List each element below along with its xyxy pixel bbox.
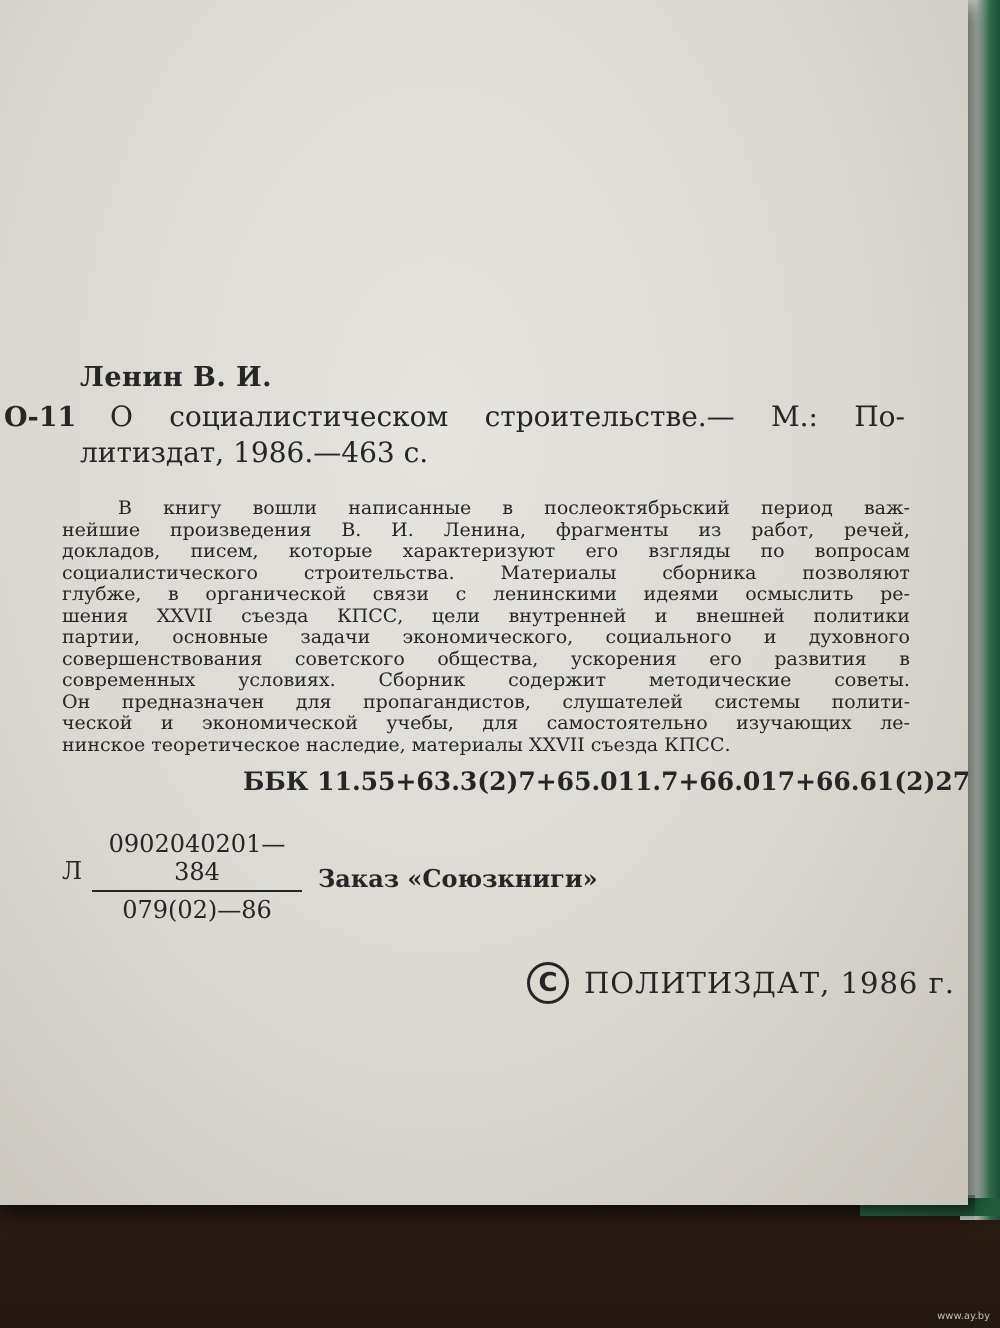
- annotation-word: ле-: [880, 712, 910, 734]
- annotation-word: развития: [774, 647, 867, 670]
- annotation-word: сборника: [662, 561, 757, 584]
- annotation-word: фрагменты: [555, 518, 669, 541]
- annotation-word: и: [763, 626, 777, 648]
- annotation-line: [62, 498, 910, 520]
- annotation-word: шения: [62, 604, 129, 627]
- annotation-word: период: [760, 497, 833, 519]
- annotation-word: его: [709, 647, 742, 670]
- annotation-word: XXVII: [156, 604, 213, 627]
- annotation-word: партии,: [62, 626, 141, 648]
- annotation-line: [62, 563, 910, 585]
- annotation-word: вошли: [252, 497, 318, 519]
- annotation-word: социалистического: [62, 561, 258, 584]
- annotation-word: Материалы: [500, 561, 617, 584]
- annotation-line: [62, 584, 910, 606]
- annotation-word: по: [760, 540, 785, 562]
- annotation-word: полити-: [831, 690, 910, 713]
- annotation-word: изучающих: [736, 712, 852, 734]
- annotation-word: политики: [813, 604, 910, 627]
- annotation-word: работ,: [751, 518, 815, 541]
- annotation-word: И.: [391, 518, 414, 541]
- annotation-line: [62, 692, 910, 714]
- annotation-word: советы.: [834, 669, 910, 691]
- annotation-word: органической: [205, 583, 347, 605]
- annotation-line: [62, 606, 910, 628]
- index-denominator: 079(02)—86: [122, 896, 272, 924]
- title-word: М.:: [770, 400, 818, 433]
- title-word: строительстве.—: [484, 400, 735, 433]
- annotation-word: экономического,: [402, 626, 574, 648]
- annotation-line: [62, 627, 910, 649]
- annotation-word: Сборник: [378, 669, 466, 691]
- annotation-word: экономической: [201, 712, 358, 734]
- annotation-word: внутренней: [508, 604, 627, 627]
- annotation-line: [62, 520, 910, 542]
- order-text: Заказ «Союзкниги»: [318, 864, 598, 893]
- annotation-word: совершенствования: [62, 647, 263, 670]
- annotation-word: условиях.: [238, 669, 336, 691]
- annotation-word: современных: [62, 669, 196, 691]
- annotation-word: послеоктябрьский: [544, 497, 730, 519]
- annotation-line: нинское теоретическое наследие, материалы XXVII съезда КПСС.: [62, 733, 731, 756]
- annotation-word: идеями: [643, 583, 719, 605]
- annotation-word: духовного: [808, 626, 910, 648]
- annotation-word: методические: [648, 669, 792, 691]
- annotation-word: системы: [714, 690, 801, 713]
- copyright-icon: C: [527, 962, 569, 1004]
- index-numerator: 0902040201—384: [92, 830, 302, 892]
- annotation-word: писем,: [190, 540, 259, 562]
- annotation-word: для: [482, 712, 519, 734]
- annotation-word: Ленина,: [443, 518, 527, 541]
- annotation-word: позволяют: [802, 561, 910, 584]
- annotation-word: в: [168, 583, 179, 605]
- annotation-word: ре-: [880, 583, 910, 605]
- annotation-word: ленинскими: [492, 583, 617, 605]
- annotation-paragraph: [62, 498, 910, 756]
- annotation-word: советского: [294, 647, 405, 670]
- copyright-text: ПОЛИТИЗДАТ, 1986 г.: [584, 966, 956, 1000]
- annotation-word: задачи: [300, 626, 371, 648]
- annotation-word: социального: [605, 626, 732, 648]
- annotation-word: написанные: [348, 497, 472, 519]
- title-line-1: [110, 400, 905, 433]
- annotation-word: произведения: [169, 518, 312, 541]
- title-word: По-: [854, 400, 905, 433]
- annotation-word: осмыслить: [745, 583, 854, 605]
- catalog-code: О-11: [4, 402, 77, 433]
- title-word: социалистическом: [169, 400, 449, 433]
- author-name: Ленин В. И.: [80, 362, 273, 393]
- annotation-word: основные: [172, 626, 269, 648]
- annotation-word: книгу: [163, 497, 222, 519]
- annotation-word: и: [654, 604, 668, 627]
- annotation-word: В: [118, 497, 132, 519]
- annotation-word: характеризуют: [402, 540, 556, 562]
- site-watermark: www.ay.by: [937, 1311, 990, 1322]
- annotation-word: строительства.: [303, 561, 455, 584]
- annotation-word: взгляды: [648, 540, 731, 562]
- annotation-word: предназначен: [121, 690, 265, 713]
- annotation-word: съезда: [241, 604, 309, 627]
- annotation-word: ускорения: [570, 647, 677, 670]
- annotation-word: из: [698, 518, 722, 541]
- annotation-word: слушателей: [562, 690, 684, 713]
- index-letter: Л: [62, 857, 83, 885]
- annotation-word: пропагандистов,: [363, 690, 531, 713]
- annotation-word: нейшие: [62, 518, 141, 541]
- annotation-word: В.: [341, 518, 362, 541]
- annotation-word: с: [455, 583, 467, 605]
- annotation-word: которые: [288, 540, 373, 562]
- index-fraction: [92, 830, 302, 924]
- annotation-word: и: [160, 712, 174, 734]
- annotation-word: содержит: [508, 669, 606, 691]
- annotation-word: КПСС,: [336, 604, 404, 627]
- annotation-word: в: [899, 647, 910, 670]
- annotation-word: внешней: [695, 604, 785, 627]
- annotation-word: в: [502, 497, 514, 519]
- annotation-line: [62, 541, 910, 563]
- annotation-word: для: [295, 690, 332, 713]
- annotation-word: важ-: [863, 497, 910, 519]
- annotation-word: ческой: [62, 712, 133, 734]
- annotation-word: учебы,: [386, 712, 454, 734]
- annotation-word: речей,: [843, 518, 910, 541]
- annotation-word: его: [585, 540, 619, 562]
- title-line-2: литиздат, 1986.—463 с.: [80, 436, 429, 469]
- annotation-line: [62, 649, 910, 671]
- annotation-word: связи: [372, 583, 430, 605]
- annotation-word: цели: [431, 604, 481, 627]
- annotation-word: общества,: [437, 647, 539, 670]
- bbk-classification: ББК 11.55+63.3(2)7+65.011.7+66.017+66.61(2)27: [243, 767, 971, 796]
- annotation-word: Он: [62, 690, 91, 713]
- annotation-word: вопросам: [814, 540, 910, 562]
- annotation-line: [62, 713, 910, 735]
- annotation-word: самостоятельно: [546, 712, 708, 734]
- annotation-word: глубже,: [62, 583, 142, 605]
- annotation-word: докладов,: [62, 540, 161, 562]
- annotation-line: [62, 670, 910, 692]
- title-word: О: [110, 400, 133, 433]
